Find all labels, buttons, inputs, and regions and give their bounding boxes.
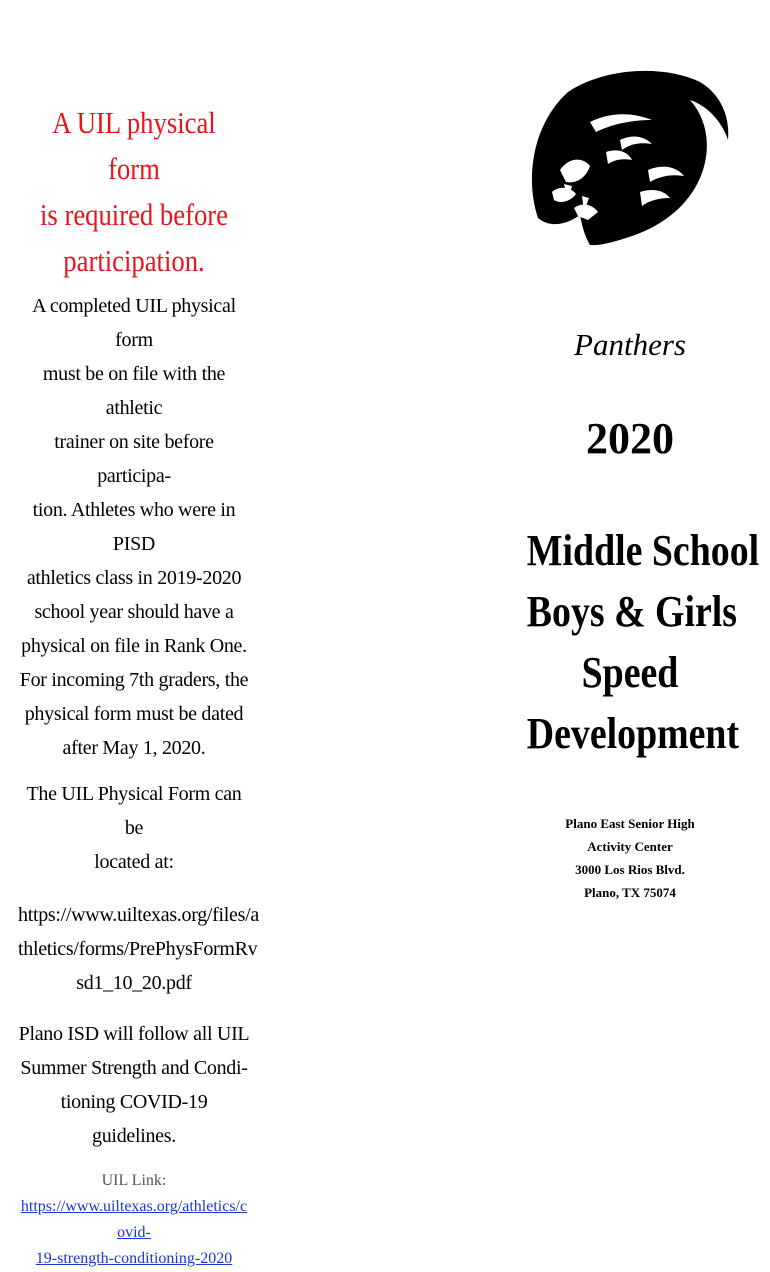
title-line: Boys & Girls <box>526 587 738 636</box>
address-line: Activity Center <box>587 839 673 854</box>
text-line: trainer on site before participa- <box>54 431 214 487</box>
text-line: tioning COVID-19 guidelines. <box>60 1091 208 1147</box>
text-line: athletics class in 2019-2020 <box>26 567 242 589</box>
address-line: Plano East Senior High <box>565 816 695 831</box>
text-line: sd1_10_20.pdf <box>76 972 192 994</box>
text-line: A completed UIL physical form <box>32 295 236 351</box>
venue-address <box>510 812 750 904</box>
form-url-paragraph <box>18 898 259 1000</box>
text-line: must be on file with the athletic <box>42 363 226 419</box>
heading-line: A UIL physical form <box>52 105 216 186</box>
program-title <box>510 520 760 764</box>
left-panel <box>18 100 259 1272</box>
year-heading: 2020 <box>586 414 674 463</box>
right-panel <box>510 60 760 904</box>
panther-head-icon <box>528 60 733 250</box>
address-line: 3000 Los Rios Blvd. <box>575 862 685 877</box>
text-line: For incoming 7th graders, the <box>19 669 249 691</box>
covid-guidelines-paragraph <box>18 1017 250 1153</box>
text-line: after May 1, 2020. <box>62 737 206 759</box>
text-line: The UIL Physical Form can be <box>26 783 242 839</box>
physical-form-paragraph <box>18 289 250 765</box>
address-line: Plano, TX 75074 <box>584 885 676 900</box>
text-line: https://www.uiltexas.org/files/a <box>18 904 259 926</box>
text-line: located at: <box>94 851 174 873</box>
uil-covid-link[interactable] <box>18 1194 250 1272</box>
text-line: Plano ISD will follow all UIL <box>18 1023 250 1045</box>
text-line: physical form must be dated <box>24 703 244 725</box>
text-line: thletics/forms/PrePhysFormRv <box>18 938 258 960</box>
physical-form-heading <box>34 100 234 284</box>
title-line: Development <box>526 709 740 758</box>
uil-link-label: UIL Link: <box>101 1172 167 1189</box>
text-line: Summer Strength and Condi- <box>20 1057 248 1079</box>
link-line: 19-strength-conditioning-2020 <box>35 1250 233 1267</box>
heading-line: is required before <box>39 197 229 232</box>
text-line: tion. Athletes who were in PISD <box>32 499 236 555</box>
team-name: Panthers <box>574 327 686 362</box>
text-line: school year should have a <box>34 601 234 623</box>
title-line: Middle School <box>526 526 760 575</box>
form-location-paragraph <box>18 777 250 879</box>
link-line: https://www.uiltexas.org/athletics/covid- <box>20 1198 248 1241</box>
title-line: Speed <box>581 648 679 697</box>
heading-line: participation. <box>63 243 205 278</box>
text-line: physical on file in Rank One. <box>21 635 247 657</box>
